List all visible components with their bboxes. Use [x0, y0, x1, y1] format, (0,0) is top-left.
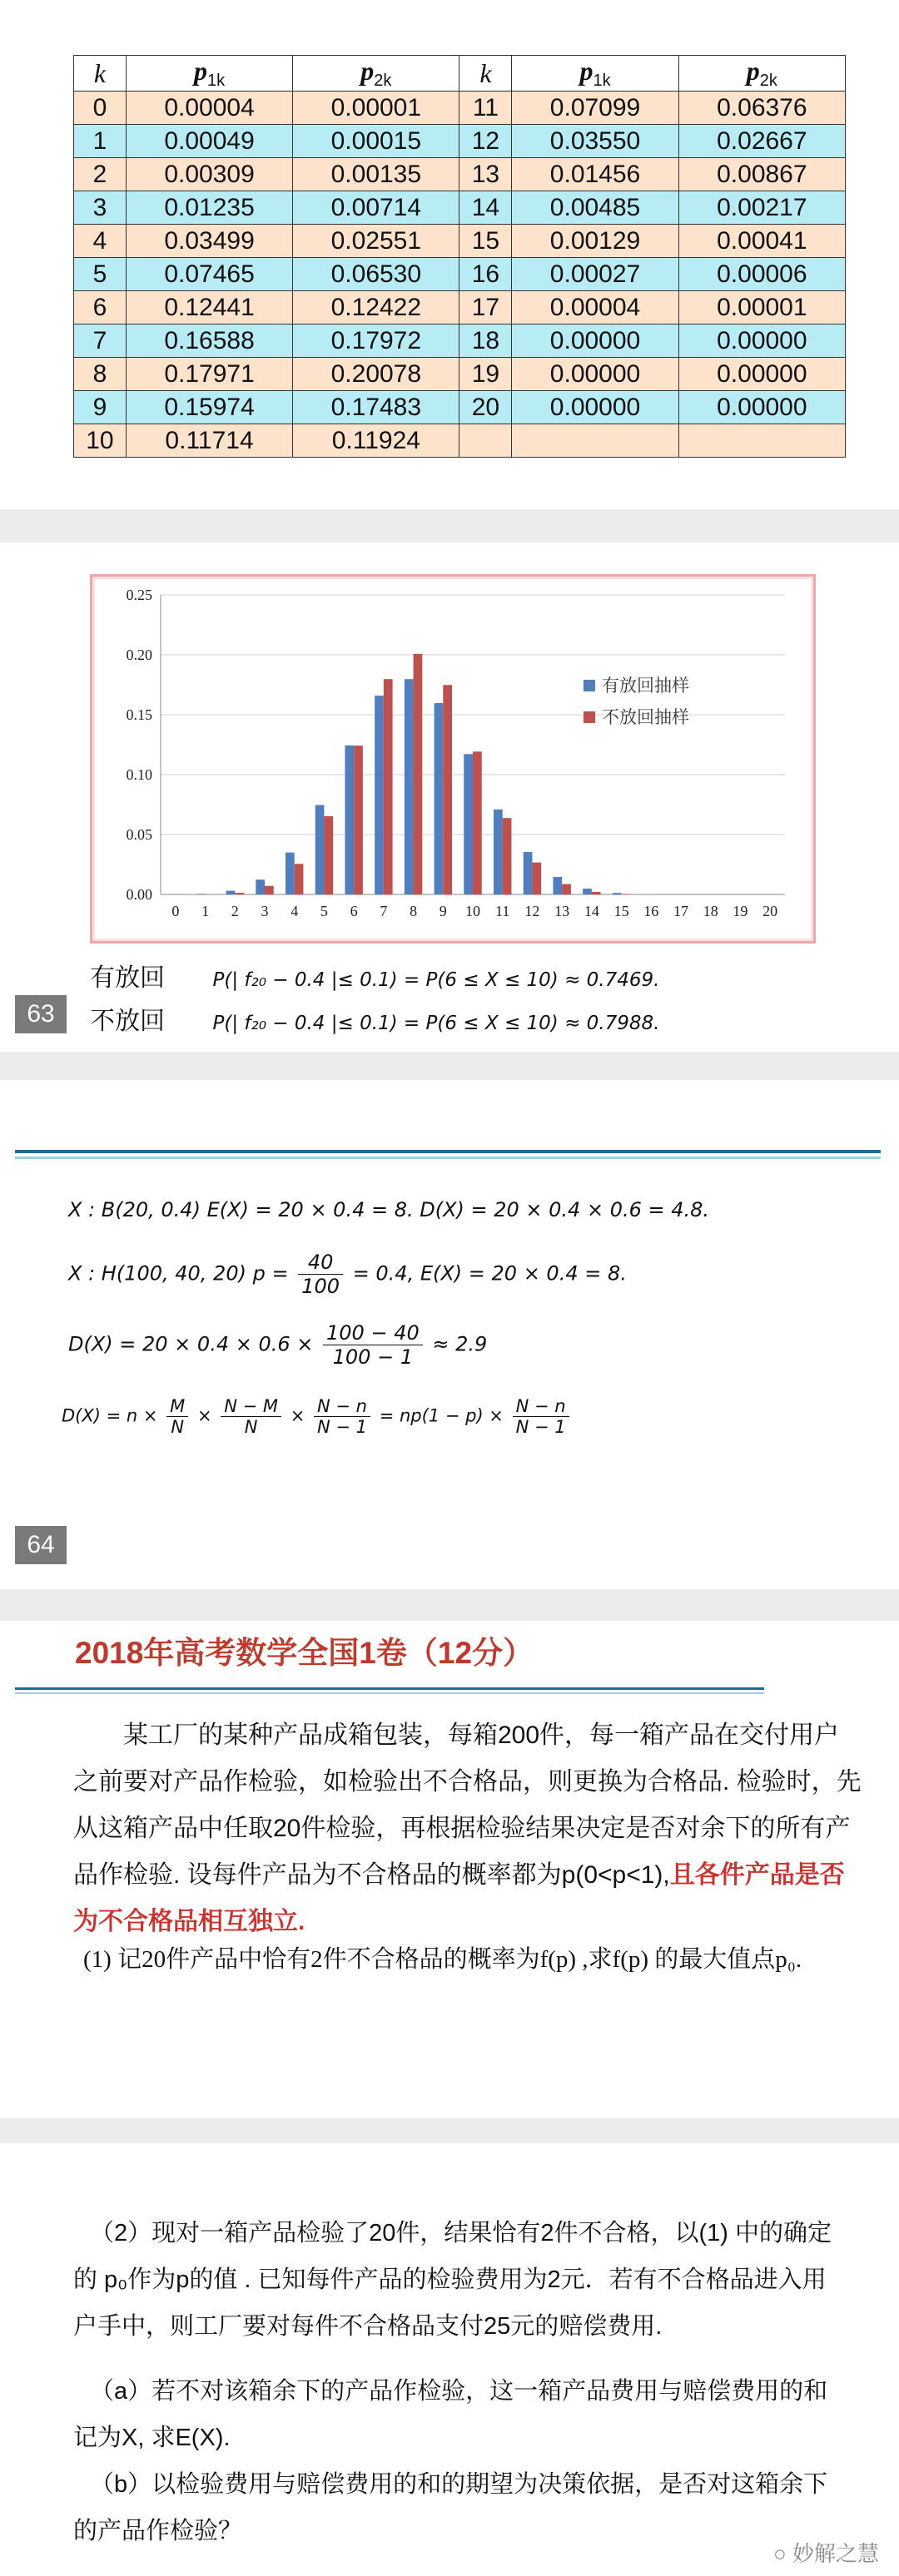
table-cell: 0.01235: [126, 191, 292, 225]
x-tick-label: 0: [171, 903, 180, 919]
table-cell: 0.03550: [512, 125, 678, 158]
hypergeo-part-b: = 0.4, E(X) = 20 × 0.4 = 8.: [352, 1261, 627, 1286]
table-cell: 0.00135: [293, 158, 459, 191]
x-tick-label: 4: [291, 903, 299, 919]
bar-with-replacement: [613, 893, 622, 894]
bar-with-replacement: [553, 877, 562, 894]
table-cell: 0.00001: [293, 92, 459, 125]
table-cell: 19: [459, 358, 512, 391]
table-cell: 12: [459, 125, 512, 158]
table-cell: 6: [74, 291, 127, 324]
header-rule-dark: [15, 1150, 881, 1153]
table-row: [74, 191, 846, 225]
problem-text: 某工厂的某种产品成箱包装，每箱200件，每一箱产品在交付用户之前要对产品作检验，如检验出不合格品，则更换为合格品. 检验时，先从这箱产品中任取20件检验，再根据检验结果决定是否对余下的所有产品作检验. 设每件产品为不合格品的概率都为p(0<p<1),: [73, 1721, 862, 1889]
table-cell: 0.00000: [678, 358, 845, 391]
watermark: ○ 妙解之慧: [773, 2541, 879, 2566]
table-row: [74, 291, 846, 324]
header-rule-light: [15, 1157, 881, 1159]
legend-label: 有放回抽样: [602, 676, 689, 696]
table-cell: 0.07099: [512, 92, 678, 125]
table-row: [74, 225, 846, 258]
table-cell: 10: [74, 424, 127, 458]
table-cell: 16: [459, 258, 512, 291]
table-cell: [678, 424, 845, 458]
slide-exam-problem: [0, 1621, 899, 2118]
table-cell: 7: [74, 324, 127, 358]
bar-without-replacement: [473, 751, 482, 894]
legend-swatch: [584, 711, 595, 723]
table-cell: 0.00000: [512, 358, 678, 391]
y-tick-label: 0.20: [126, 646, 152, 663]
fraction-correction: $\frac{100 - 40}{100 - 1}$: [323, 1321, 423, 1369]
bar-with-replacement: [315, 805, 325, 894]
header-p1k-right: $p_{1k}$: [512, 56, 678, 92]
slide-distribution-chart: [0, 542, 899, 1052]
table-row: [74, 391, 846, 424]
bar-without-replacement: [295, 864, 304, 894]
bar-with-replacement: [494, 810, 503, 894]
x-tick-label: 19: [733, 903, 748, 919]
table-cell: 5: [74, 258, 127, 291]
table-cell: 0.12422: [293, 291, 459, 324]
bar-with-replacement: [464, 754, 473, 894]
problem-independence-text: 且各件产品是否为不合格品相互独立.: [73, 1861, 845, 1935]
with-replacement-formula: P(| f₂₀ − 0.4 |≤ 0.1) = P(6 ≤ X ≤ 10) ≈ 0.7469.: [212, 969, 660, 991]
x-tick-label: 2: [231, 903, 239, 919]
table-cell: 20: [459, 391, 512, 424]
table-cell: 0.15974: [126, 391, 292, 424]
table-cell: 0.00015: [293, 125, 459, 158]
part2-question-b: （b）以检验费用与赔偿费用的和的期望为决策依据，是否对这箱余下的产品作检验？: [73, 2471, 828, 2544]
hypergeo-part-a: X : H(100, 40, 20) p =: [68, 1261, 289, 1286]
table-cell: 0.17971: [126, 358, 292, 391]
table-row: [74, 125, 846, 158]
table-cell: 0.07465: [126, 258, 292, 291]
table-header-row: [74, 56, 846, 92]
table-cell: [512, 424, 678, 458]
without-replacement-row: [90, 1000, 659, 1037]
page-number-badge: 64: [15, 1526, 67, 1564]
bar-without-replacement: [324, 816, 333, 894]
y-tick-label: 0.05: [126, 826, 152, 843]
bar-with-replacement: [256, 879, 265, 894]
table-cell: 0.00001: [678, 291, 845, 324]
bar-with-replacement: [286, 853, 295, 894]
x-tick-label: 16: [643, 903, 659, 919]
x-tick-label: 13: [554, 903, 570, 919]
table-cell: 0.00027: [512, 258, 678, 291]
table-cell: 11: [459, 92, 512, 125]
distribution-bar-chart: [92, 577, 813, 941]
fraction-p: $\frac{40}{100}$: [298, 1251, 343, 1298]
bar-without-replacement: [384, 679, 393, 894]
table-cell: 0.00129: [512, 225, 678, 258]
table-cell: 14: [459, 191, 512, 225]
probability-table: [73, 55, 846, 458]
bar-with-replacement: [524, 852, 533, 894]
table-cell: 2: [74, 158, 127, 191]
table-cell: 18: [459, 324, 512, 358]
table-cell: 0.12441: [126, 291, 292, 324]
bar-without-replacement: [562, 884, 571, 894]
table-row: [74, 324, 846, 358]
bar-with-replacement: [345, 746, 354, 894]
table-cell: 1: [74, 125, 127, 158]
x-tick-label: 8: [410, 903, 418, 919]
header-p2k-left: $p_{2k}$: [293, 56, 459, 92]
bar-without-replacement: [414, 654, 423, 894]
table-cell: 4: [74, 225, 127, 258]
table-cell: 0.06530: [293, 258, 459, 291]
table-cell: 0.00000: [512, 391, 678, 424]
table-cell: 0.00049: [126, 125, 292, 158]
header-p2k-right: $p_{2k}$: [678, 56, 845, 92]
legend-swatch: [584, 680, 595, 691]
bar-without-replacement: [235, 893, 244, 894]
bar-with-replacement: [435, 703, 444, 894]
without-replacement-label: 不放回: [90, 1008, 165, 1035]
question-1: (1) 记20件产品中恰有2件不合格品的概率为f(p) ,求f(p) 的最大值点p₀.: [83, 1946, 802, 1973]
table-cell: 8: [74, 358, 127, 391]
bar-without-replacement: [265, 886, 274, 894]
variance-formula: D(X) = 20 × 0.4 × 0.6 × $\frac{100 - 40}{100 - 1}$ ≈ 2.9: [68, 1321, 488, 1369]
chat-bubble-icon: ○: [773, 2541, 787, 2566]
x-tick-label: 3: [261, 903, 269, 919]
table-cell: [459, 424, 512, 458]
x-tick-label: 20: [762, 903, 778, 919]
table-cell: 0.00217: [678, 191, 845, 225]
bar-without-replacement: [503, 818, 512, 894]
problem-title: 2018年高考数学全国1卷（12分）: [75, 1636, 534, 1670]
x-tick-label: 5: [320, 903, 328, 919]
table-cell: 0.00714: [293, 191, 459, 225]
x-tick-label: 7: [380, 903, 388, 919]
y-tick-label: 0.00: [126, 886, 152, 903]
bar-without-replacement: [354, 746, 363, 894]
with-replacement-row: [90, 957, 659, 993]
table-row: [74, 424, 846, 458]
bar-without-replacement: [592, 892, 601, 894]
title-rule-light: [15, 1692, 764, 1694]
table-cell: 0.00867: [678, 158, 845, 191]
fraction-m-n: $\frac{M}{N}$: [166, 1396, 188, 1437]
fraction-n-m: $\frac{N - M}{N}$: [221, 1396, 281, 1437]
y-tick-label: 0.25: [126, 587, 152, 603]
bar-with-replacement: [405, 679, 414, 894]
x-tick-label: 17: [673, 903, 688, 919]
table-cell: 0.00000: [512, 324, 678, 358]
header-k-right: k: [459, 56, 512, 92]
table-cell: 0: [74, 92, 127, 125]
table-cell: 15: [459, 225, 512, 258]
table-cell: 0.00004: [126, 92, 292, 125]
table-cell: 0.01456: [512, 158, 678, 191]
table-row: [74, 92, 846, 125]
x-tick-label: 9: [439, 903, 447, 919]
bar-without-replacement: [532, 863, 541, 894]
without-replacement-formula: P(| f₂₀ − 0.4 |≤ 0.1) = P(6 ≤ X ≤ 10) ≈ 0.7988.: [212, 1013, 660, 1034]
slide-part-2: [0, 2143, 899, 2576]
x-tick-label: 14: [584, 903, 599, 919]
fraction-correction-general: $\frac{N - n}{N - 1}$: [513, 1396, 569, 1437]
table-row: [74, 358, 846, 391]
table-cell: 0.00000: [678, 324, 845, 358]
table-cell: 0.00309: [126, 158, 292, 191]
table-cell: 0.03499: [126, 225, 292, 258]
x-tick-label: 12: [524, 903, 540, 919]
table-cell: 0.02551: [293, 225, 459, 258]
title-rule-dark: [15, 1687, 764, 1690]
bar-with-replacement: [375, 696, 384, 894]
table-cell: 0.16588: [126, 324, 292, 358]
bar-with-replacement: [583, 889, 592, 894]
fraction-n-n: $\frac{N - n}{N - 1}$: [314, 1396, 370, 1437]
table-cell: 0.17972: [293, 324, 459, 358]
table-cell: 0.20078: [293, 358, 459, 391]
table-row: [74, 258, 846, 291]
chart-frame: [90, 574, 816, 944]
part2-question-a: （a）若不对该箱余下的产品作检验，这一箱产品费用与赔偿费用的和记为X, 求E(X).: [73, 2378, 828, 2451]
table-cell: 0.11714: [126, 424, 292, 458]
table-cell: 0.11924: [293, 424, 459, 458]
table-cell: 0.06376: [678, 92, 845, 125]
table-row: [74, 158, 846, 191]
hypergeometric-formula: [68, 1251, 627, 1298]
x-tick-label: 18: [703, 903, 718, 919]
binomial-formula: X : B(20, 0.4) E(X) = 20 × 0.4 = 8. D(X) = 20 × 0.4 × 0.6 = 4.8.: [68, 1198, 710, 1221]
general-variance-formula: D(X) = n × $\frac{M}{N}$ × $\frac{N - M}{N}$ × $\frac{N - n}{N - 1}$ = np(1 − p) × $\frac{N - n}{N - 1}$: [62, 1396, 573, 1437]
table-cell: 0.00006: [678, 258, 845, 291]
table-cell: 0.00000: [678, 391, 845, 424]
slide-probability-table: [0, 0, 899, 509]
header-p1k-left: $p_{1k}$: [126, 56, 292, 92]
table-cell: 0.17483: [293, 391, 459, 424]
x-tick-label: 10: [465, 903, 480, 919]
table-cell: 3: [74, 191, 127, 225]
page-number-badge: 63: [15, 995, 67, 1033]
table-cell: 0.00004: [512, 291, 678, 324]
part2-intro: （2）现对一箱产品检验了20件，结果恰有2件不合格，以(1) 中的确定的 p₀作为p的值 . 已知每件产品的检验费用为2元．若有不合格品进入用户手中，则工厂要对每件不合格品支付25元的赔偿费用.: [73, 2220, 832, 2340]
slide-expectation-formulas: [0, 1080, 899, 1589]
y-tick-label: 0.15: [126, 706, 152, 723]
problem-statement: [73, 1712, 864, 1945]
bar-with-replacement: [226, 891, 236, 894]
table-cell: 0.00485: [512, 191, 678, 225]
table-cell: 0.00041: [678, 225, 845, 258]
x-tick-label: 15: [613, 903, 629, 919]
table-cell: 9: [74, 391, 127, 424]
bar-without-replacement: [443, 685, 452, 894]
x-tick-label: 11: [495, 903, 510, 919]
with-replacement-label: 有放回: [90, 964, 165, 992]
x-tick-label: 6: [350, 903, 358, 919]
header-k-left: k: [74, 56, 127, 92]
table-cell: 17: [459, 291, 512, 324]
y-tick-label: 0.10: [126, 766, 152, 783]
legend-label: 不放回抽样: [602, 707, 689, 727]
x-tick-label: 1: [201, 903, 210, 919]
table-cell: 13: [459, 158, 512, 191]
table-cell: 0.02667: [678, 125, 845, 158]
